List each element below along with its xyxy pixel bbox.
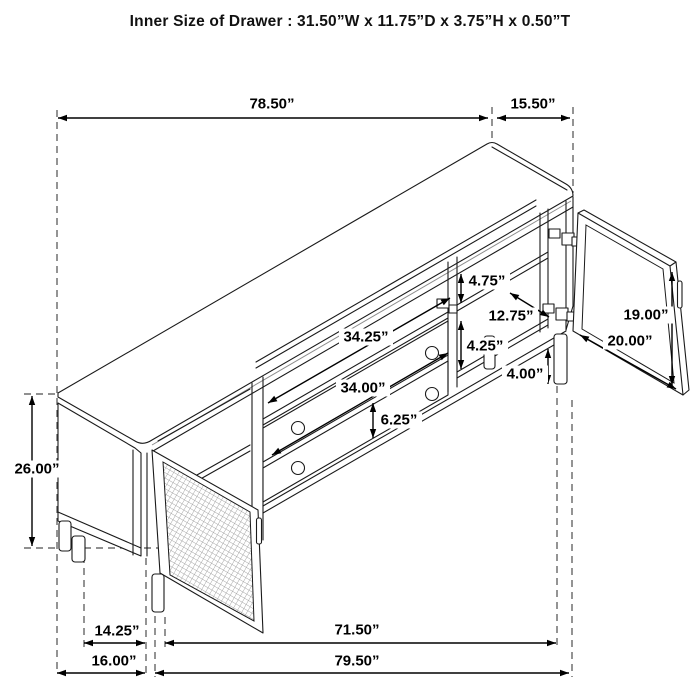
dim-label-overall-front-width: 79.50” xyxy=(334,652,380,670)
dimension-overall-front-width xyxy=(155,653,569,677)
dim-label-left-section-width: 14.25” xyxy=(94,622,140,640)
dim-label-overall-top-width: 78.50” xyxy=(249,95,295,113)
dim-label-right-door-height: 19.00” xyxy=(623,306,669,324)
dim-label-lower-compartment-height: 4.25” xyxy=(466,337,504,355)
left-door-handle xyxy=(257,518,262,544)
dim-label-base-front-width: 71.50” xyxy=(334,621,380,639)
drawer-knob xyxy=(426,347,439,360)
dimension-left-end-width xyxy=(57,653,145,677)
dimension-compartment-depth xyxy=(484,293,549,325)
dim-label-upper-compartment-height: 4.75” xyxy=(468,272,506,290)
cabinet-drawing xyxy=(58,143,580,613)
dim-label-overall-height: 26.00” xyxy=(14,460,60,478)
dim-label-left-end-width: 16.00” xyxy=(91,652,137,670)
dim-label-right-door-width: 20.00” xyxy=(607,332,653,350)
dimension-right-door-section-width xyxy=(497,96,570,122)
dim-label-compartment-depth: 12.75” xyxy=(488,307,534,325)
drawing-title: Inner Size of Drawer : 31.50”W x 11.75”D x 3.75”H x 0.50”T xyxy=(129,13,571,30)
left-mesh-door xyxy=(152,450,263,633)
dimension-overall-height xyxy=(10,396,64,546)
leg-left-front xyxy=(72,536,85,562)
leg-left-back xyxy=(59,521,71,551)
dim-label-right-door-section-width: 15.50” xyxy=(510,95,556,113)
drawer-knob xyxy=(292,422,305,435)
dimension-lower-compartment-height xyxy=(458,321,508,369)
drawer-knob xyxy=(426,388,439,401)
leg-right-front xyxy=(554,334,567,384)
drawer-knob xyxy=(292,462,305,475)
dimension-overall-top-width xyxy=(58,96,488,122)
dim-label-drawer-width: 34.00” xyxy=(340,379,386,397)
dimension-upper-compartment-height xyxy=(458,273,510,304)
dim-label-open-shelf-width: 34.25” xyxy=(343,328,389,346)
leg-middle xyxy=(152,574,164,612)
dim-label-drawer-front-height: 6.25” xyxy=(380,411,418,429)
dimension-base-front-width xyxy=(165,622,556,647)
right-door-handle xyxy=(678,281,683,308)
dim-label-leg-height: 4.00” xyxy=(506,365,544,383)
dimension-left-section-width xyxy=(84,623,145,647)
